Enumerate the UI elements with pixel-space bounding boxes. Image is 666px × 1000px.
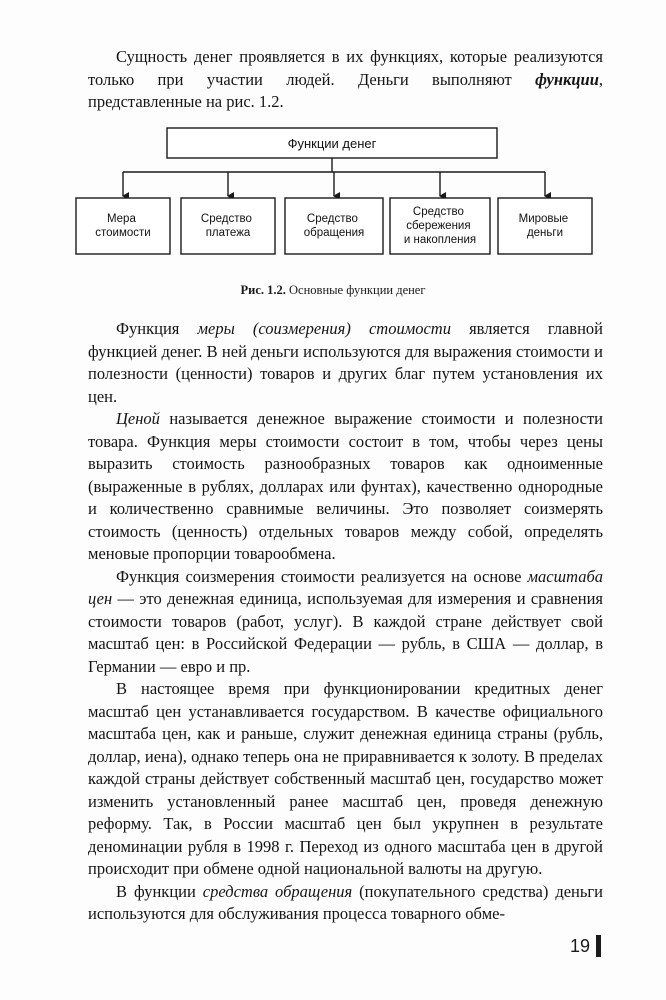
box-5	[498, 198, 592, 254]
box-1	[76, 198, 170, 254]
intro-emphasis: функции	[535, 69, 599, 89]
p1-emphasis: меры (соизмерения) стоимости	[197, 319, 451, 338]
body-text	[88, 318, 603, 926]
box-3-line1: Средство	[306, 213, 358, 225]
box-4-label	[404, 206, 476, 246]
box-5-line2: деньги	[526, 227, 564, 239]
p3-text-a: Функция соизмерения стоимости реализуется на основе	[116, 566, 528, 586]
paragraph-4	[88, 678, 603, 881]
p5-emphasis: средства обращения	[202, 881, 353, 901]
box-2-line1: Средство	[200, 213, 252, 225]
box-2	[181, 198, 275, 254]
p2-text-b: называется денежное выражение стоимости и полезности товара. Функция меры стоимости состоит в том, чтобы через цены выразить стоимость разнообразных товаров как одноименные (выраженные в рублях, долларах или фунтах), качественно однородные и количественно сравнимые величины. Это позволяет соизмерять стоимость (ценность) отдельных товаров между собой, определять меновые пропорции товарообмена.	[88, 409, 603, 563]
p4-text: В настоящее время при функционировании кредитных денег масштаб цен устанавливается государством. В качестве официального масштаба цен, как и раньше, служит денежная единица страны (рубль, доллар, иена), однако теперь она не приравнивается к золоту. В пределах каждой страны действует собственный масштаб цен, государство может изменить установленный ранее масштаб цен, проведя денежную реформу. Так, в России масштаб цен был укрупнен в результате деноминации рубля в 1998 г. Переход из одного масштаба цен в другой происходит при обмене одной национальной валюты на другую.	[88, 679, 603, 878]
root-label: Функции денег	[287, 136, 377, 151]
p1-text-c: является главной функцией денег. В ней деньги используются для выражения стоимости и полезности (ценности) товаров и других благ путем установления их цен.	[88, 319, 604, 406]
functions-diagram	[70, 126, 594, 266]
box-1-line1: Мера	[106, 213, 136, 225]
figure-caption	[0, 283, 666, 298]
caption-label: Рис. 1.2.	[240, 283, 286, 297]
box-4-line1: Средство	[412, 206, 464, 218]
p5-text-a: В функции	[116, 881, 203, 901]
box-4-line2: сбережения	[406, 220, 471, 232]
intro-text-before: Сущность денег проявляется в их функциях, которые реализуются только при участии людей. Деньги выполняют	[88, 47, 603, 89]
box-3-line2: обращения	[303, 227, 365, 239]
intro-text-after: , представленные на рис. 1.2.	[88, 69, 603, 111]
paragraph-5	[88, 881, 603, 926]
paragraph-3	[88, 566, 603, 679]
p1-text-a: Функция	[116, 319, 198, 338]
page-number: 19	[570, 936, 591, 956]
box-2-line2: платежа	[205, 227, 251, 239]
p3-emphasis: масштаба цен	[88, 566, 603, 608]
p5-text-c: (покупательного средства) деньги используются для обслуживания процесса товарного обме-	[88, 881, 603, 923]
p3-text-c: — это денежная единица, используемая для измерения и сравнения стоимости товаров (работ, услуг). В каждой стране действует свой масштаб цен: в Российской Федерации — рубль, в США — доллар, в Германии — евро и пр.	[88, 589, 603, 676]
box-1-line2: стоимости	[95, 227, 151, 239]
caption-text: Основные функции денег	[289, 283, 426, 297]
page-number-bar	[596, 935, 601, 957]
p2-emphasis: Ценой	[116, 409, 160, 428]
box-5-line1: Мировые	[518, 213, 569, 225]
intro-paragraph	[88, 46, 603, 114]
paragraph-1	[88, 318, 603, 408]
box-4-line3: и накопления	[403, 234, 477, 246]
box-3	[285, 198, 383, 254]
paragraph-2	[88, 408, 603, 566]
